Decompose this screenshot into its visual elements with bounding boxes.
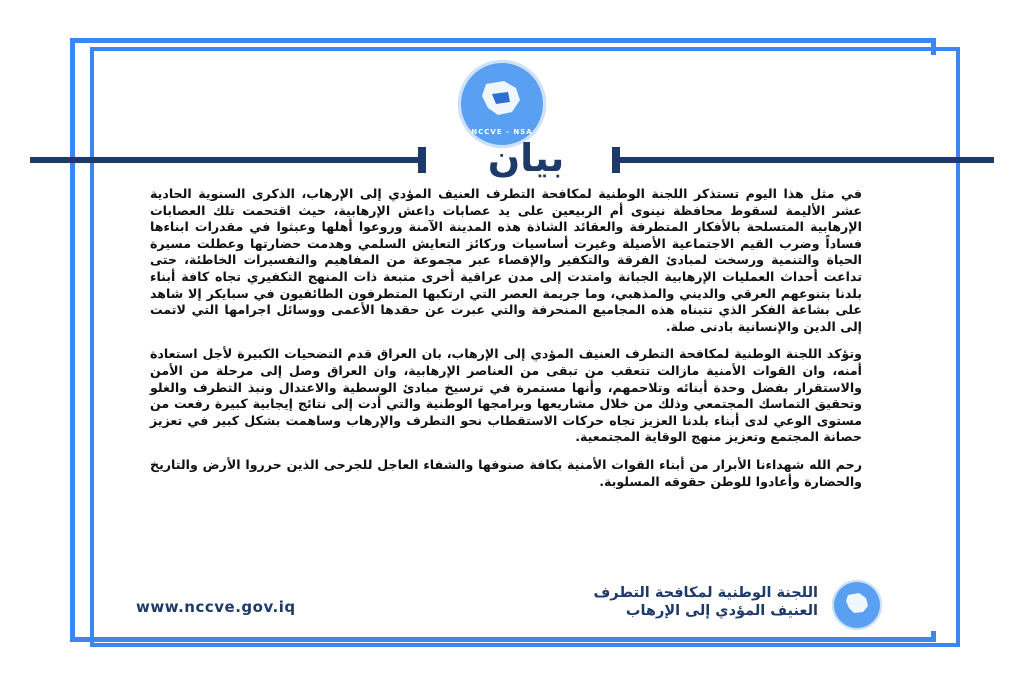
paragraph-1: في مثل هذا اليوم تستذكر اللجنة الوطنية لمكافحة التطرف العنيف المؤدي إلى الإرهاب، الذكرى السنوية الحادية عشر الأليمة لسقوط محافظة نينوى أم الربيعين على يد عصابات داعش الإرهابية، حيث اقتحمت تلك العصابات الإرهابية المتسلحة بالأفكار المتطرفة والعقائد الشاذة هذه المدينة الآمنة وروعوا أهلها وعبثوا في مقدرات ابناءها فساداً وضرب القيم الاجتماعية الأصيلة وغيرت أساسيات وركائز التعايش السلمي وهدمت حضارتها وعطلت مسيرة الحياة والتنمية ورسخت لمبادئ الفرقة والتكفير والإقصاء عبر مجموعة من المفاهيم والتفسيرات الخاطئة، حتى تداعت أحداث العمليات الإرهابية الجبانة وامتدت إلى مدن عراقية أخرى متبعة ذات المنهج التكفيري تجاه كافة أبناء بلدنا بتنوعهم العرقي والديني والمذهبي، وما جريمة العصر التي ارتكبها المتطرفون الطائفيون في سبايكر إلا شاهد على بشاعة الفكر الذي تتبناه هذه المجاميع المنحرفة والتي عبرت عن حقدها الأعمى ووسائل اجرامها التي لاتمت إلى الدين والإنسانية بادنى صلة. [150, 186, 862, 334]
footer-logo [832, 580, 882, 630]
title-rule-left [30, 157, 418, 163]
footer-logo-icon [844, 591, 870, 615]
organization-name-line-1: اللجنة الوطنية لمكافحة التطرف [593, 585, 818, 601]
organization-name-line-2: العنيف المؤدي إلى الإرهاب [625, 603, 818, 619]
page-title: بيان [487, 136, 565, 180]
organization-name [540, 584, 818, 620]
statement-body [150, 186, 862, 501]
seal-caption: NCCVE - NSA [471, 128, 533, 136]
title-bar-left [418, 147, 426, 173]
title-bar-right [612, 147, 620, 173]
iraq-map-icon [478, 78, 524, 118]
paragraph-2: وتؤكد اللجنة الوطنية لمكافحة التطرف العنيف المؤدي إلى الإرهاب، بان العراق قدم التضحيات الكبيرة لأجل استعادة أمنه، وان القوات الأمنية مازالت تتعقب من تبقى من العناصر الإرهابية، وان العراق وصل إلى مرحلة من الأمن والاستقرار بفضل وحدة أبنائه وتلاحمهم، وأنها مستمرة في ترسيخ مبادئ الوسطية والاعتدال ونبذ التطرف والغلو وتحقيق التماسك المجتمعي وذلك من خلال مشاريعها وبرامجها الوطنية والتي أدت إلى نتائج إيجابية كبيرة رفعت من مستوى الوعي لدى أبناء بلدنا العزيز تجاه حركات الاستقطاب نحو التطرف والإرهاب وساهمت بشكل كبير في تعزيز حصانة المجتمع وتعزيز منهج الوقاية المجتمعية. [150, 346, 862, 445]
paragraph-3: رحم الله شهداءنا الأبرار من أبناء القوات الأمنية بكافة صنوفها والشفاء العاجل للجرحى الذين حرروا الأرض والتاريخ والحضارة وأعادوا للوطن حقوقه المسلوبة. [150, 456, 862, 489]
title-rule-right [620, 157, 994, 163]
website-link[interactable]: www.nccve.gov.iq [136, 598, 296, 616]
